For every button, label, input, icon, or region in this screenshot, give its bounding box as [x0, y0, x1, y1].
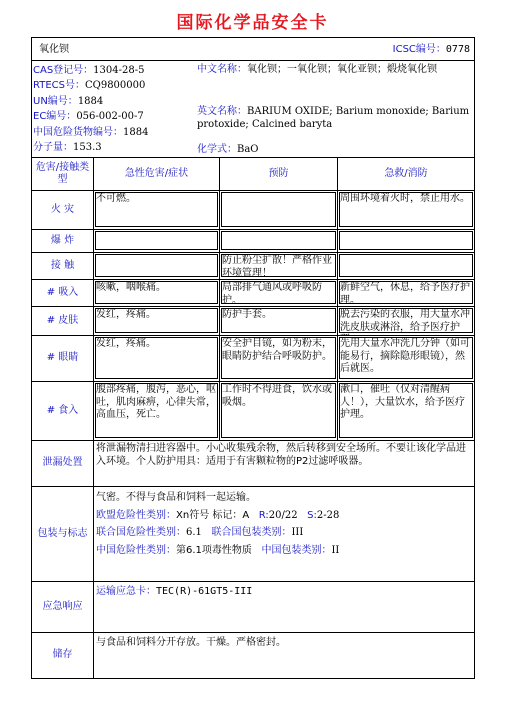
row-cell-frame	[221, 231, 336, 250]
spill-label: 泄漏处置	[42, 457, 83, 469]
row-type-3: # 吸入	[46, 286, 79, 298]
row-cell-frame	[95, 231, 218, 250]
row-hazard-6: 腹部疼痛，腹泻，恶心，呕吐，肌肉麻痹，心律失常，高血压，死亡。	[96, 384, 216, 420]
icsc-label: ICSC编号：	[392, 44, 446, 55]
row-cell-frame	[95, 383, 218, 438]
col-header-hazard: 急性危害/症状	[124, 167, 189, 179]
row-cell-frame	[221, 281, 336, 304]
emergency-label: 应急响应	[42, 600, 83, 612]
row-cell-frame	[221, 337, 336, 379]
row-aid-6: 漱口，催吐（仅对清醒病人！），大量饮水，给予医疗护理。	[340, 384, 465, 420]
row-cell-frame	[95, 254, 218, 277]
row-aid-3: 新鲜空气，休息，给予医疗护理。	[340, 282, 470, 306]
row-type-0: 火 灾	[50, 203, 75, 215]
row-cell-frame	[339, 192, 473, 227]
card-title: 国际化学品安全卡	[176, 13, 329, 33]
row-aid-0: 周围环境着火时，禁止用水。	[340, 193, 470, 204]
storage-text: 与食品和饲料分开存放。干燥。严格密封。	[96, 637, 286, 648]
row-cell-frame	[339, 383, 473, 438]
row-prevent-3: 局部排气通风或呼吸防护。	[222, 282, 322, 306]
row-prevent-5: 安全护目镜，如为粉末，眼睛防护结合呼吸防护。	[222, 338, 332, 362]
row-hazard-4: 发红，疼痛。	[96, 309, 156, 320]
row-cell-frame	[95, 192, 218, 227]
chinese-name: 中文名称：氧化钡；一氧化钡；氧化亚钡；煅烧氧化钡	[197, 64, 437, 75]
emergency-text: 运输应急卡：TEC(R)-61GT5-III	[96, 586, 253, 597]
identifiers-block: CAS登记号：1304-28-5 RTECS号：CQ9800000 UN编号：1884 EC编号：056-002-00-7 中国危险货物编号：1884 分子量：153.3	[33, 65, 149, 154]
row-type-2: 接 触	[50, 259, 75, 271]
row-prevent-4: 防护手套。	[222, 309, 272, 320]
english-name: 英文名称：BARIUM OXIDE; Barium monoxide; Barium protoxide; Calcined baryta	[197, 106, 470, 130]
col-header-prevent: 预防	[268, 167, 289, 179]
spill-text: 将泄漏物清扫进容器中。小心收集残余物，然后转移到安全场所。不要让该化学品进入环境。个人防护用具：适用于有害颗粒物的P2过滤呼吸器。	[96, 443, 466, 467]
col-header-type: 危害/接触类型	[35, 161, 90, 185]
row-type-6: # 食入	[46, 404, 79, 416]
row-aid-5: 先用大量水冲洗几分钟（如可能易行，摘除隐形眼镜），然后就医。	[340, 338, 470, 374]
row-prevent-2: 防止粉尘扩散！严格作业环境管理！	[222, 255, 332, 279]
row-cell-frame	[339, 308, 473, 333]
row-type-4: # 皮肤	[46, 314, 79, 326]
row-aid-4: 脱去污染的衣服，用大量水冲洗皮肤或淋浴，给予医疗护	[340, 309, 470, 333]
packing-text: 气密。不得与食品和饲料一起运输。 欧盟危险性类别：Xn符号 标记：A R:20/22 S:2-28 联合国危险性类别：6.1 联合国包装类别：III 中国危险性类别：第6.1项毒性物质 中国包装类别：II	[96, 492, 340, 556]
icsc-number	[282, 40, 472, 58]
chemical-name: 氧化钡	[39, 44, 69, 55]
row-cell-frame	[95, 281, 218, 304]
row-hazard-0: 不可燃。	[96, 193, 136, 204]
row-cell-frame	[339, 337, 473, 379]
packing-label: 包装与标志	[37, 527, 88, 539]
row-type-1: 爆 炸	[50, 234, 75, 246]
row-cell-frame	[221, 254, 336, 277]
col-header-aid: 急救/消防	[384, 167, 428, 179]
storage-label: 储存	[52, 649, 73, 661]
row-cell-frame	[339, 281, 473, 304]
row-cell-frame	[339, 254, 473, 277]
row-cell-frame	[95, 337, 218, 379]
safety-card	[31, 37, 475, 679]
row-prevent-6: 工作时不得进食，饮水或吸烟。	[222, 384, 332, 408]
row-cell-frame	[221, 308, 336, 333]
row-cell-frame	[221, 192, 336, 227]
row-hazard-5: 发红，疼痛。	[96, 338, 156, 349]
row-hazard-3: 咳嗽，咽喉痛。	[96, 282, 166, 293]
icsc-value: 0778	[445, 44, 470, 55]
row-type-5: # 眼睛	[46, 352, 79, 364]
row-cell-frame	[339, 231, 473, 250]
chemical-formula: 化学式：BaO	[197, 144, 259, 155]
row-cell-frame	[221, 383, 336, 438]
row-cell-frame	[95, 308, 218, 333]
